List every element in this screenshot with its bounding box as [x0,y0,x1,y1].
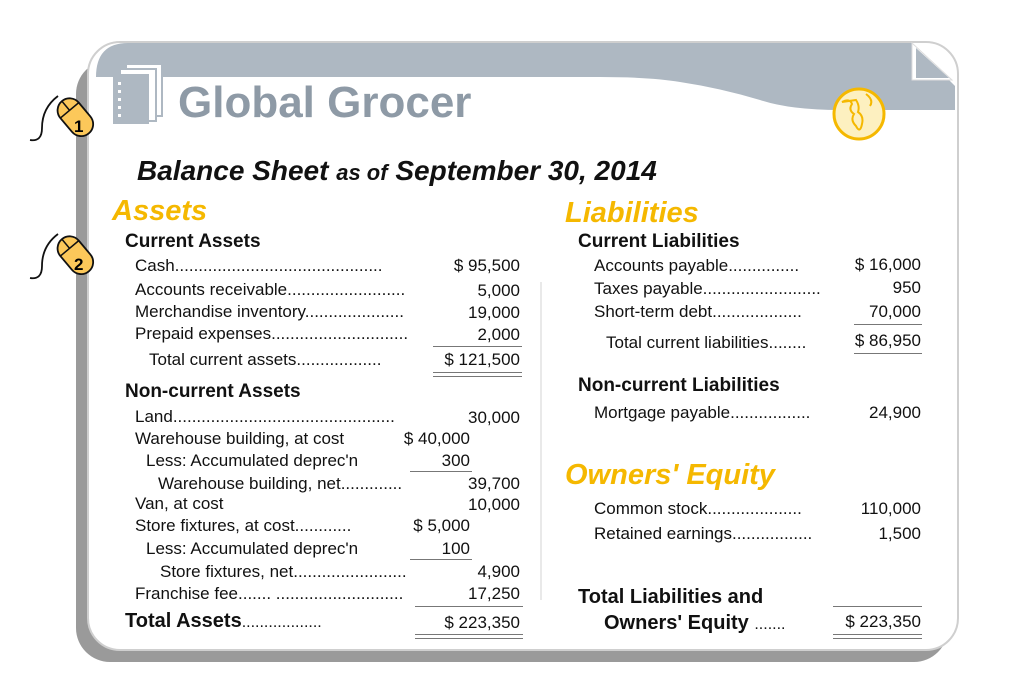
van-label: Van, at cost [135,494,224,513]
asset-row-label: Merchandise inventory..................... [135,302,404,321]
warehouse-cost-label: Warehouse building, at cost [135,429,345,448]
assets-heading: Assets [112,195,208,227]
van-value: 10,000 [468,495,520,514]
marker-number: 1 [74,117,84,136]
liability-row-label: Accounts payable............... [594,256,800,275]
franchise-label: Franchise fee....... ........................... [135,584,404,603]
underline [854,324,922,325]
warehouse-cost-value: $ 40,000 [403,429,470,448]
underline [833,606,922,607]
total-assets-text: Total Assets [125,610,242,632]
asset-row-value: $ 95,500 [453,256,520,275]
liability-row-label: Taxes payable......................... [594,279,821,298]
underline [415,606,523,607]
liabilities-heading: Liabilities [565,197,699,229]
mortgage-value: 24,900 [869,403,921,422]
asset-row-label: Prepaid expenses............................. [135,324,409,343]
equity-row-label: Retained earnings................. [594,524,813,543]
company-title: Global Grocer [178,78,472,127]
fixtures-cost-label: Store fixtures, at cost............ [135,516,352,535]
marker-number: 2 [74,255,84,274]
asset-row-value: 19,000 [468,303,520,322]
land-label: Land............................................... [135,407,395,426]
total-assets-label [125,610,322,633]
dot-leader: .................. [241,614,322,631]
fixtures-deprec-value: 100 [441,539,470,558]
current-assets-heading: Current Assets [125,231,261,252]
land-value: 30,000 [468,408,520,427]
double-underline [433,372,522,377]
total-owners-equity-text: Owners' Equity [604,612,749,634]
noncurrent-assets-heading: Non-current Assets [125,381,301,402]
noncurrent-liabilities-heading: Non-current Liabilities [578,375,780,396]
asset-row-label: Cash............................................ [135,256,383,275]
warehouse-deprec-value: 300 [441,451,470,470]
sheet-title-text: Balance Sheet [137,155,329,186]
asset-row-value: 2,000 [477,325,520,344]
document-stack-icon [112,62,164,126]
warehouse-net-label: Warehouse building, net............. [158,474,403,493]
double-underline [415,634,523,639]
fixtures-deprec-label: Less: Accumulated deprec'n [146,539,359,558]
total-current-assets-label: Total current assets.................. [149,350,382,369]
asset-row-value: 5,000 [477,281,520,300]
underline [433,346,522,347]
sheet-date: September 30, 2014 [395,155,657,186]
total-assets-value: $ 223,350 [444,613,520,632]
globe-icon [830,84,890,144]
equity-row-label: Common stock.................... [594,499,802,518]
current-liabilities-heading: Current Liabilities [578,231,740,252]
mortgage-label: Mortgage payable................. [594,403,811,422]
equity-row-value: 1,500 [878,524,921,543]
underline [854,353,922,354]
total-liabilities-label-line1: Total Liabilities and [578,586,764,608]
warehouse-deprec-label: Less: Accumulated deprec'n [146,451,359,470]
dot-leader: ....... [754,616,786,633]
liability-row-value: 70,000 [869,302,921,321]
owners-equity-heading: Owners' Equity [565,459,775,491]
fixtures-cost-value: $ 5,000 [413,516,470,535]
underline [410,471,472,472]
double-underline [833,634,922,639]
liability-row-value: $ 16,000 [854,255,921,274]
underline [410,559,472,560]
mouse-marker-1 [28,88,104,144]
fixtures-net-label: Store fixtures, net........................ [160,562,407,581]
franchise-value: 17,250 [468,584,520,603]
liability-row-label: Short-term debt................... [594,302,802,321]
warehouse-net-value: 39,700 [468,474,520,493]
sheet-title [137,154,657,190]
fixtures-net-value: 4,900 [477,562,520,581]
total-liabilities-label-line2 [604,612,785,635]
total-current-liabilities-value: $ 86,950 [854,331,921,350]
total-liabilities-equity-value: $ 223,350 [845,612,921,631]
equity-row-value: 110,000 [860,499,921,518]
asset-row-label: Accounts receivable......................... [135,280,406,299]
as-of-text: as of [336,160,388,185]
total-current-assets-value: $ 121,500 [444,350,520,369]
total-current-liabilities-label: Total current liabilities........ [606,333,807,352]
mouse-marker-2 [28,226,104,282]
liability-row-value: 950 [892,278,921,297]
